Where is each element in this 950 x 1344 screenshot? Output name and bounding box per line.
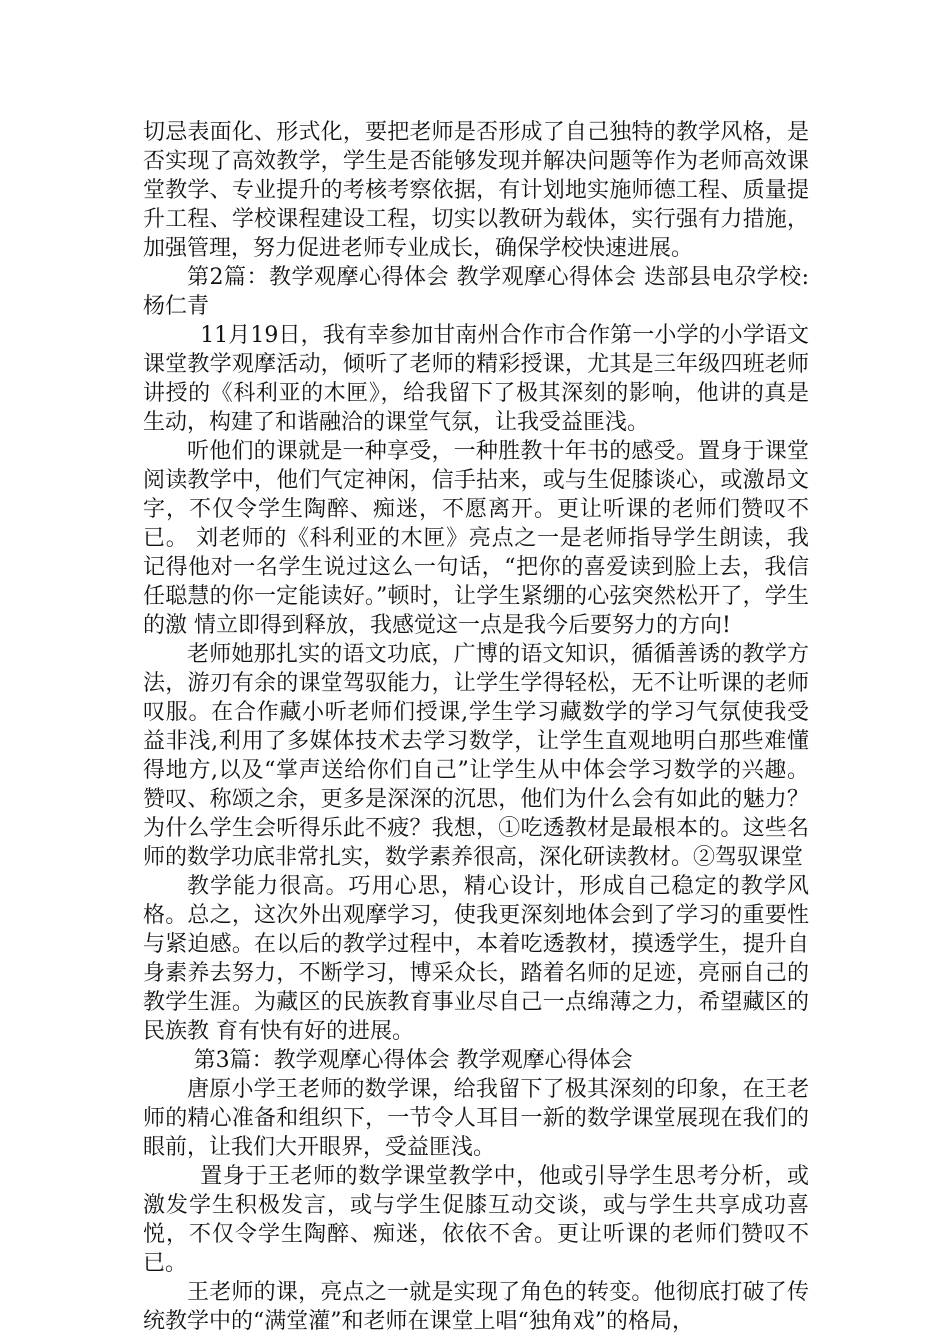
paragraph-4: 老师她那扎实的语文功底，广博的语文知识，循循善诱的教学方法，游刃有余的课堂驾驭能力，让学生学得轻松，无不让听课的老师叹服。在合作藏小听老师们授课,学生学习藏数学的学习气氛使我受益非浅,利用了多媒体技术去学习数学，让学生直观地明白那些难懂得地方,以及“掌声送给你们自己”让学生从中体会学习数学的兴趣。 赞叹、称颂之余，更多是深深的沉思，他们为什么会有如此的魅力？为什么学生会听得乐此不疲？我想，①吃透教材是最根本的。这些名师的数学功底非常扎实，数学素养很高，深化研读教材。②驾驭课堂 <box>143 642 809 870</box>
paragraph-7: 置身于王老师的数学课堂教学中，他或引导学生思考分析，或激发学生积极发言，或与学生促膝互动交谈，或与学生共享成功喜悦，不仅令学生陶醉、痴迷，依依不舍。更让听课的老师们赞叹不已。 <box>143 1164 809 1276</box>
section-heading-2: 第2篇：教学观摩心得体会 教学观摩心得体会 迭部县电尕学校:杨仁青 <box>143 265 809 319</box>
document-body <box>143 118 809 1336</box>
paragraph-2: 11月19日，我有幸参加甘南州合作市合作第一小学的小学语文课堂教学观摩活动，倾听了老师的精彩授课，尤其是三年级四班老师讲授的《科利亚的木匣》，给我留下了极其深刻的影响，他讲的真是生动，构建了和谐融洽的课堂气氛，让我受益匪浅。 <box>143 323 809 435</box>
paragraph-6: 唐原小学王老师的数学课，给我留下了极其深刻的印象，在王老师的精心准备和组织下，一节令人耳目一新的数学课堂展现在我们的眼前，让我们大开眼界，受益匪浅。 <box>143 1077 809 1160</box>
paragraph-5: 教学能力很高。巧用心思，精心设计，形成自己稳定的教学风格。总之，这次外出观摩学习，使我更深刻地体会到了学习的重要性与紧迫感。在以后的教学过程中，本着吃透教材，摸透学生，提升自身素养去努力，不断学习，博采众长，踏着名师的足迹，亮丽自己的教学生涯。为藏区的民族教育事业尽自己一点绵薄之力，希望藏区的民族教 育有快有好的进展。 <box>143 874 809 1044</box>
paragraph-3: 听他们的课就是一种享受，一种胜教十年书的感受。置身于课堂阅读教学中，他们气定神闲，信手拈来，或与生促膝谈心，或激昂文字，不仅令学生陶醉、痴迷，不愿离开。更让听课的老师们赞叹不已。 刘老师的《科利亚的木匣》亮点之一是老师指导学生朗读，我记得他对一名学生说过这么一句话，“把你的喜爱读到脸上去，我信任聪慧的你一定能读好。”顿时，让学生紧绷的心弦突然松开了，学生的激 情立即得到释放，我感觉这一点是我今后要努力的方向! <box>143 439 809 638</box>
paragraph-1: 切忌表面化、形式化，要把老师是否形成了自己独特的教学风格，是否实现了高效教学，学生是否能够发现并解决问题等作为老师高效课堂教学、专业提升的考核考察依据，有计划地实施师德工程、质量提升工程、学校课程建设工程，切实以教研为载体，实行强有力措施，加强管理，努力促进老师专业成长，确保学校快速进展。 <box>143 120 809 261</box>
paragraph-8: 王老师的课，亮点之一就是实现了角色的转变。他彻底打破了传统教学中的“满堂灌”和老师在课堂上唱“独角戏”的格局， <box>143 1280 809 1334</box>
section-heading-3: 第3篇：教学观摩心得体会 教学观摩心得体会 <box>193 1048 633 1073</box>
